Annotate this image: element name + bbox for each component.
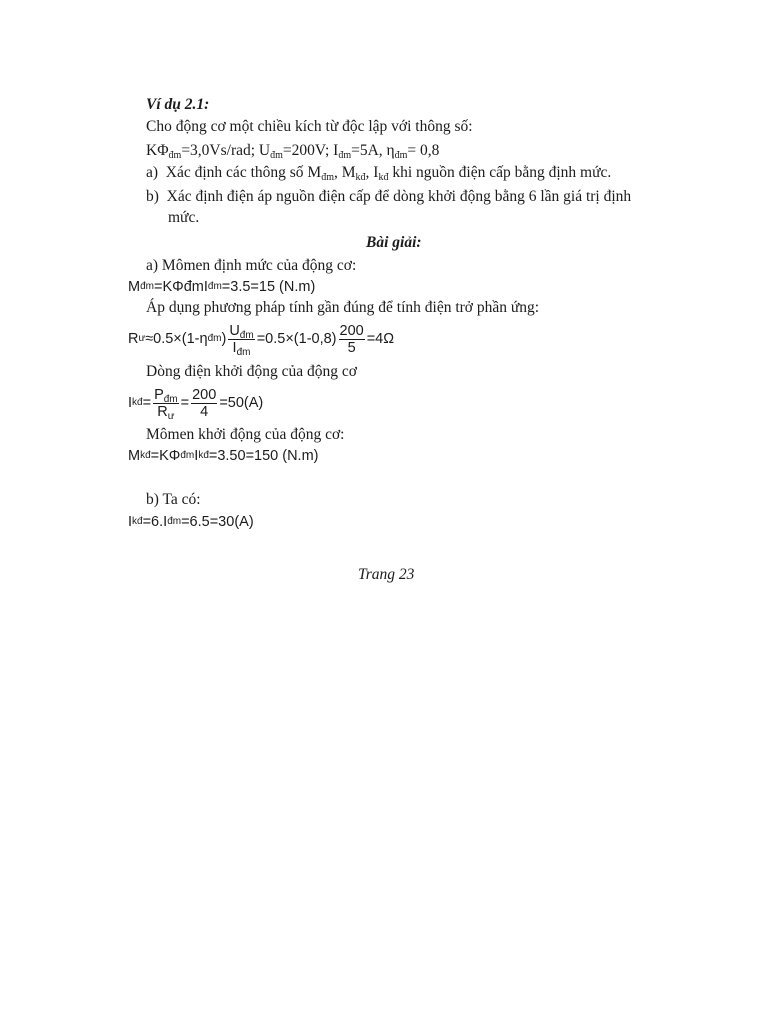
fraction-u-over-i: $\frac{U_{đm}}{I_{đm}}$: [229, 322, 254, 358]
fraction-200-over-5: $\frac{200}{5}$: [339, 322, 364, 356]
task-b-cont: mức.: [168, 209, 200, 226]
task-a: a) Xác định các thông số $M_{đm}$, $M_{kđ}$, $I_{kđ}$ khi nguồn điện cấp bằng định mức.: [146, 164, 612, 183]
example-title: Ví dụ 2.1:: [146, 96, 210, 113]
equation-rated-torque: M đm =KΦđmI đm =3.5=15 (N.m): [128, 279, 316, 295]
example-params: $K\Phi_{đm}=3,0Vs$/rad; $U_{đm}=200V$; $I_{đm}=5A$, $\eta_{đm}= 0,8$: [146, 142, 440, 161]
equation-start-current: I kđ = $\frac{P_{đm}}{R_ư}$ = $\frac{200}{4}$ =50(A): [128, 386, 264, 422]
solution-title: Bài giải:: [366, 234, 422, 251]
example-intro: Cho động cơ một chiều kích từ độc lập với thông số:: [146, 118, 473, 135]
equation-part-b: I kđ =6.I đm =6.5=30(A): [128, 514, 254, 530]
fraction-p-over-r: $\frac{P_{đm}}{R_ư}$: [154, 386, 178, 422]
part-a-heading: a) Mômen định mức của động cơ:: [146, 257, 357, 274]
task-b: b) Xác định điện áp nguồn điện cấp để dòng khởi động bằng 6 lần giá trị định: [146, 188, 632, 205]
page-number: Trang 23: [358, 566, 415, 583]
equation-armature-resistance: R ư ≈0.5×(1-η đm ) $\frac{U_{đm}}{I_{đm}}$ =0.5×(1-0,8) $\frac{200}{5}$ =4Ω: [128, 322, 395, 358]
start-current-text: Dòng điện khởi động của động cơ: [146, 363, 357, 380]
fraction-200-over-4: $\frac{200}{4}$: [192, 386, 217, 420]
equation-start-torque: M kđ =KΦ đm I kđ =3.50=150 (N.m): [128, 448, 319, 464]
method-text: Áp dụng phương pháp tính gần đúng để tính điện trở phần ứng:: [146, 299, 540, 316]
part-b-heading: b) Ta có:: [146, 491, 201, 508]
start-torque-text: Mômen khởi động của động cơ:: [146, 426, 345, 443]
